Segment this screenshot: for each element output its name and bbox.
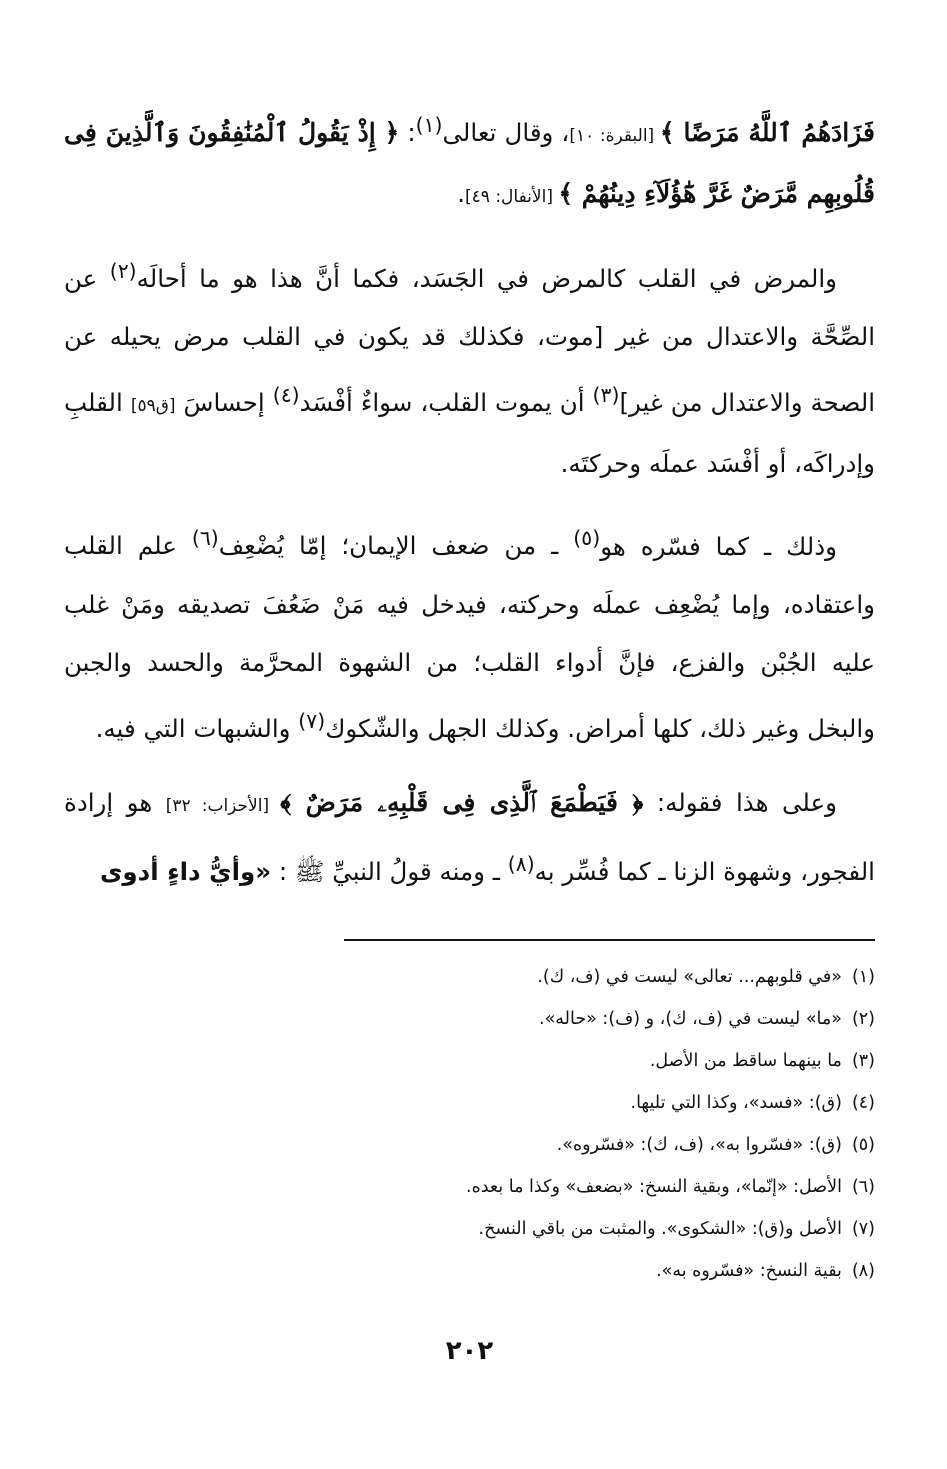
footnote-marker[interactable]: (٥) [573, 526, 601, 551]
footnote-item [64, 1208, 875, 1250]
body-text: ، وقال تعالى [442, 118, 570, 148]
footnote-item [64, 1250, 875, 1292]
footnote-text: (ق): «فسّروا به»، (ف، ك): «فسّروه». [556, 1135, 842, 1155]
footnote-text: ما بينهما ساقط من الأصل. [649, 1051, 842, 1071]
quran-verse: ﴿ فَيَطْمَعَ ٱلَّذِى فِى قَلْبِهِۦ مَرَضٌ ﴾ [280, 787, 644, 817]
body-text: إحساسَ [175, 388, 273, 418]
footnote-number: (٥) [851, 1135, 875, 1155]
footnote-text: بقية النسخ: «فسّروه به». [656, 1261, 842, 1281]
footnotes-list [64, 956, 875, 1292]
verse-reference: [البقرة: ١٠] [569, 126, 660, 147]
footnote-text: (ق): «فسد»، وكذا التي تليها. [630, 1093, 842, 1113]
body-text: وذلك ـ كما فسّره هو [600, 531, 837, 561]
paragraph-3 [64, 509, 875, 757]
footnote-number: (٦) [851, 1177, 875, 1197]
manuscript-marker: [ق٥٩] [130, 396, 176, 417]
body-text: ـ ومنه قولُ النبيِّ ﷺ : [271, 856, 508, 886]
footnote-number: (٣) [851, 1051, 875, 1071]
hadith-quote: «وأيُّ داءٍ أدوى [99, 856, 272, 886]
body-text: أن يموت القلب، سواءٌ أفْسَد [299, 388, 593, 418]
footnote-item [64, 998, 875, 1040]
body-text: والشبهات التي فيه. [95, 713, 299, 743]
footnote-text: الأصل و(ق): «الشكوى». والمثبت من باقي النسخ. [478, 1219, 842, 1239]
footnote-item [64, 956, 875, 998]
paragraph-1 [64, 96, 875, 226]
footnote-item [64, 1166, 875, 1208]
footnote-text: «ما» ليست في (ف، ك)، و (ف): «حاله». [539, 1009, 842, 1029]
body-text: والمرض في القلب كالمرض في الجَسَد، فكما أنَّ هذا هو ما أحالَه [136, 264, 838, 294]
body-text: : [399, 118, 416, 148]
footnote-number: (٢) [851, 1009, 875, 1029]
paragraph-2 [64, 242, 875, 493]
body-text: عن الصِّحَّة والاعتدال من غير [موت، فكذلك قد يكون في القلب مرض يحيله عن الصحة والاعتدال من غير] [64, 264, 875, 418]
body-text: وعلى هذا فقوله: [643, 787, 837, 817]
page-number: ٢٠٢ [445, 1336, 494, 1366]
page-body [64, 96, 875, 1469]
footnote-item [64, 1124, 875, 1166]
footnote-marker[interactable]: (٦) [191, 526, 219, 551]
body-text: علم القلب واعتقاده، وإما يُضْعِف عملَه وحركته، فيدخل فيه مَنْ ضَعُفَ تصديقه ومَنْ غلب عليه الجُبْن والفزع، فإنَّ أدواء القلب؛ من الشهوة المحرَّمة والحسد والجبن والبخل وغير ذلك، كلها أمراض. وكذلك الجهل والشّكوك [64, 531, 875, 743]
footnote-divider [344, 939, 875, 941]
quran-verse: ﴿ إِذْ يَقُولُ ٱلْمُنَٰفِقُونَ وَٱلَّذِينَ فِى قُلُوبِهِم مَّرَضٌ غَرَّ هَٰٓؤُلَآءِ دِينُهُمْ ﴾ [64, 118, 875, 209]
verse-reference: [الأحزاب: ٣٢] [165, 795, 281, 816]
footnote-marker[interactable]: (٣) [592, 383, 620, 408]
body-text: هو إرادة الفجور، وشهوة الزنا ـ كما فُسِّر به [64, 787, 875, 886]
footnote-number: (٨) [851, 1261, 875, 1281]
footnote-item [64, 1082, 875, 1124]
paragraph-4 [64, 774, 875, 901]
body-text: القلبِ وإدراكَه، أو أفْسَد عملَه وحركتَه. [64, 388, 875, 479]
footnote-number: (٤) [851, 1093, 875, 1113]
footnote-text: الأصل: «إنّما»، وبقية النسخ: «بضعف» وكذا ما بعده. [466, 1177, 842, 1197]
footnote-marker[interactable]: (٤) [272, 383, 300, 408]
verse-reference: [الأنفال: ٤٩] [465, 187, 559, 208]
footnote-number: (١) [851, 967, 875, 987]
body-text: . [457, 179, 466, 209]
footnote-item [64, 1040, 875, 1082]
quran-verse: فَزَادَهُمُ ٱللَّهُ مَرَضًا ﴾ [659, 118, 876, 148]
footnote-number: (٧) [851, 1219, 875, 1239]
footnote-marker[interactable]: (٢) [109, 259, 137, 284]
body-text: ـ من ضعف الإيمان؛ إمّا يُضْعِف [218, 531, 574, 561]
footnote-marker[interactable]: (٨) [507, 851, 535, 876]
footnote-marker[interactable]: (٧) [298, 708, 326, 733]
footnote-text: «في قلوبهم... تعالى» ليست في (ف، ك). [537, 967, 842, 987]
footnote-marker[interactable]: (١) [415, 113, 443, 137]
